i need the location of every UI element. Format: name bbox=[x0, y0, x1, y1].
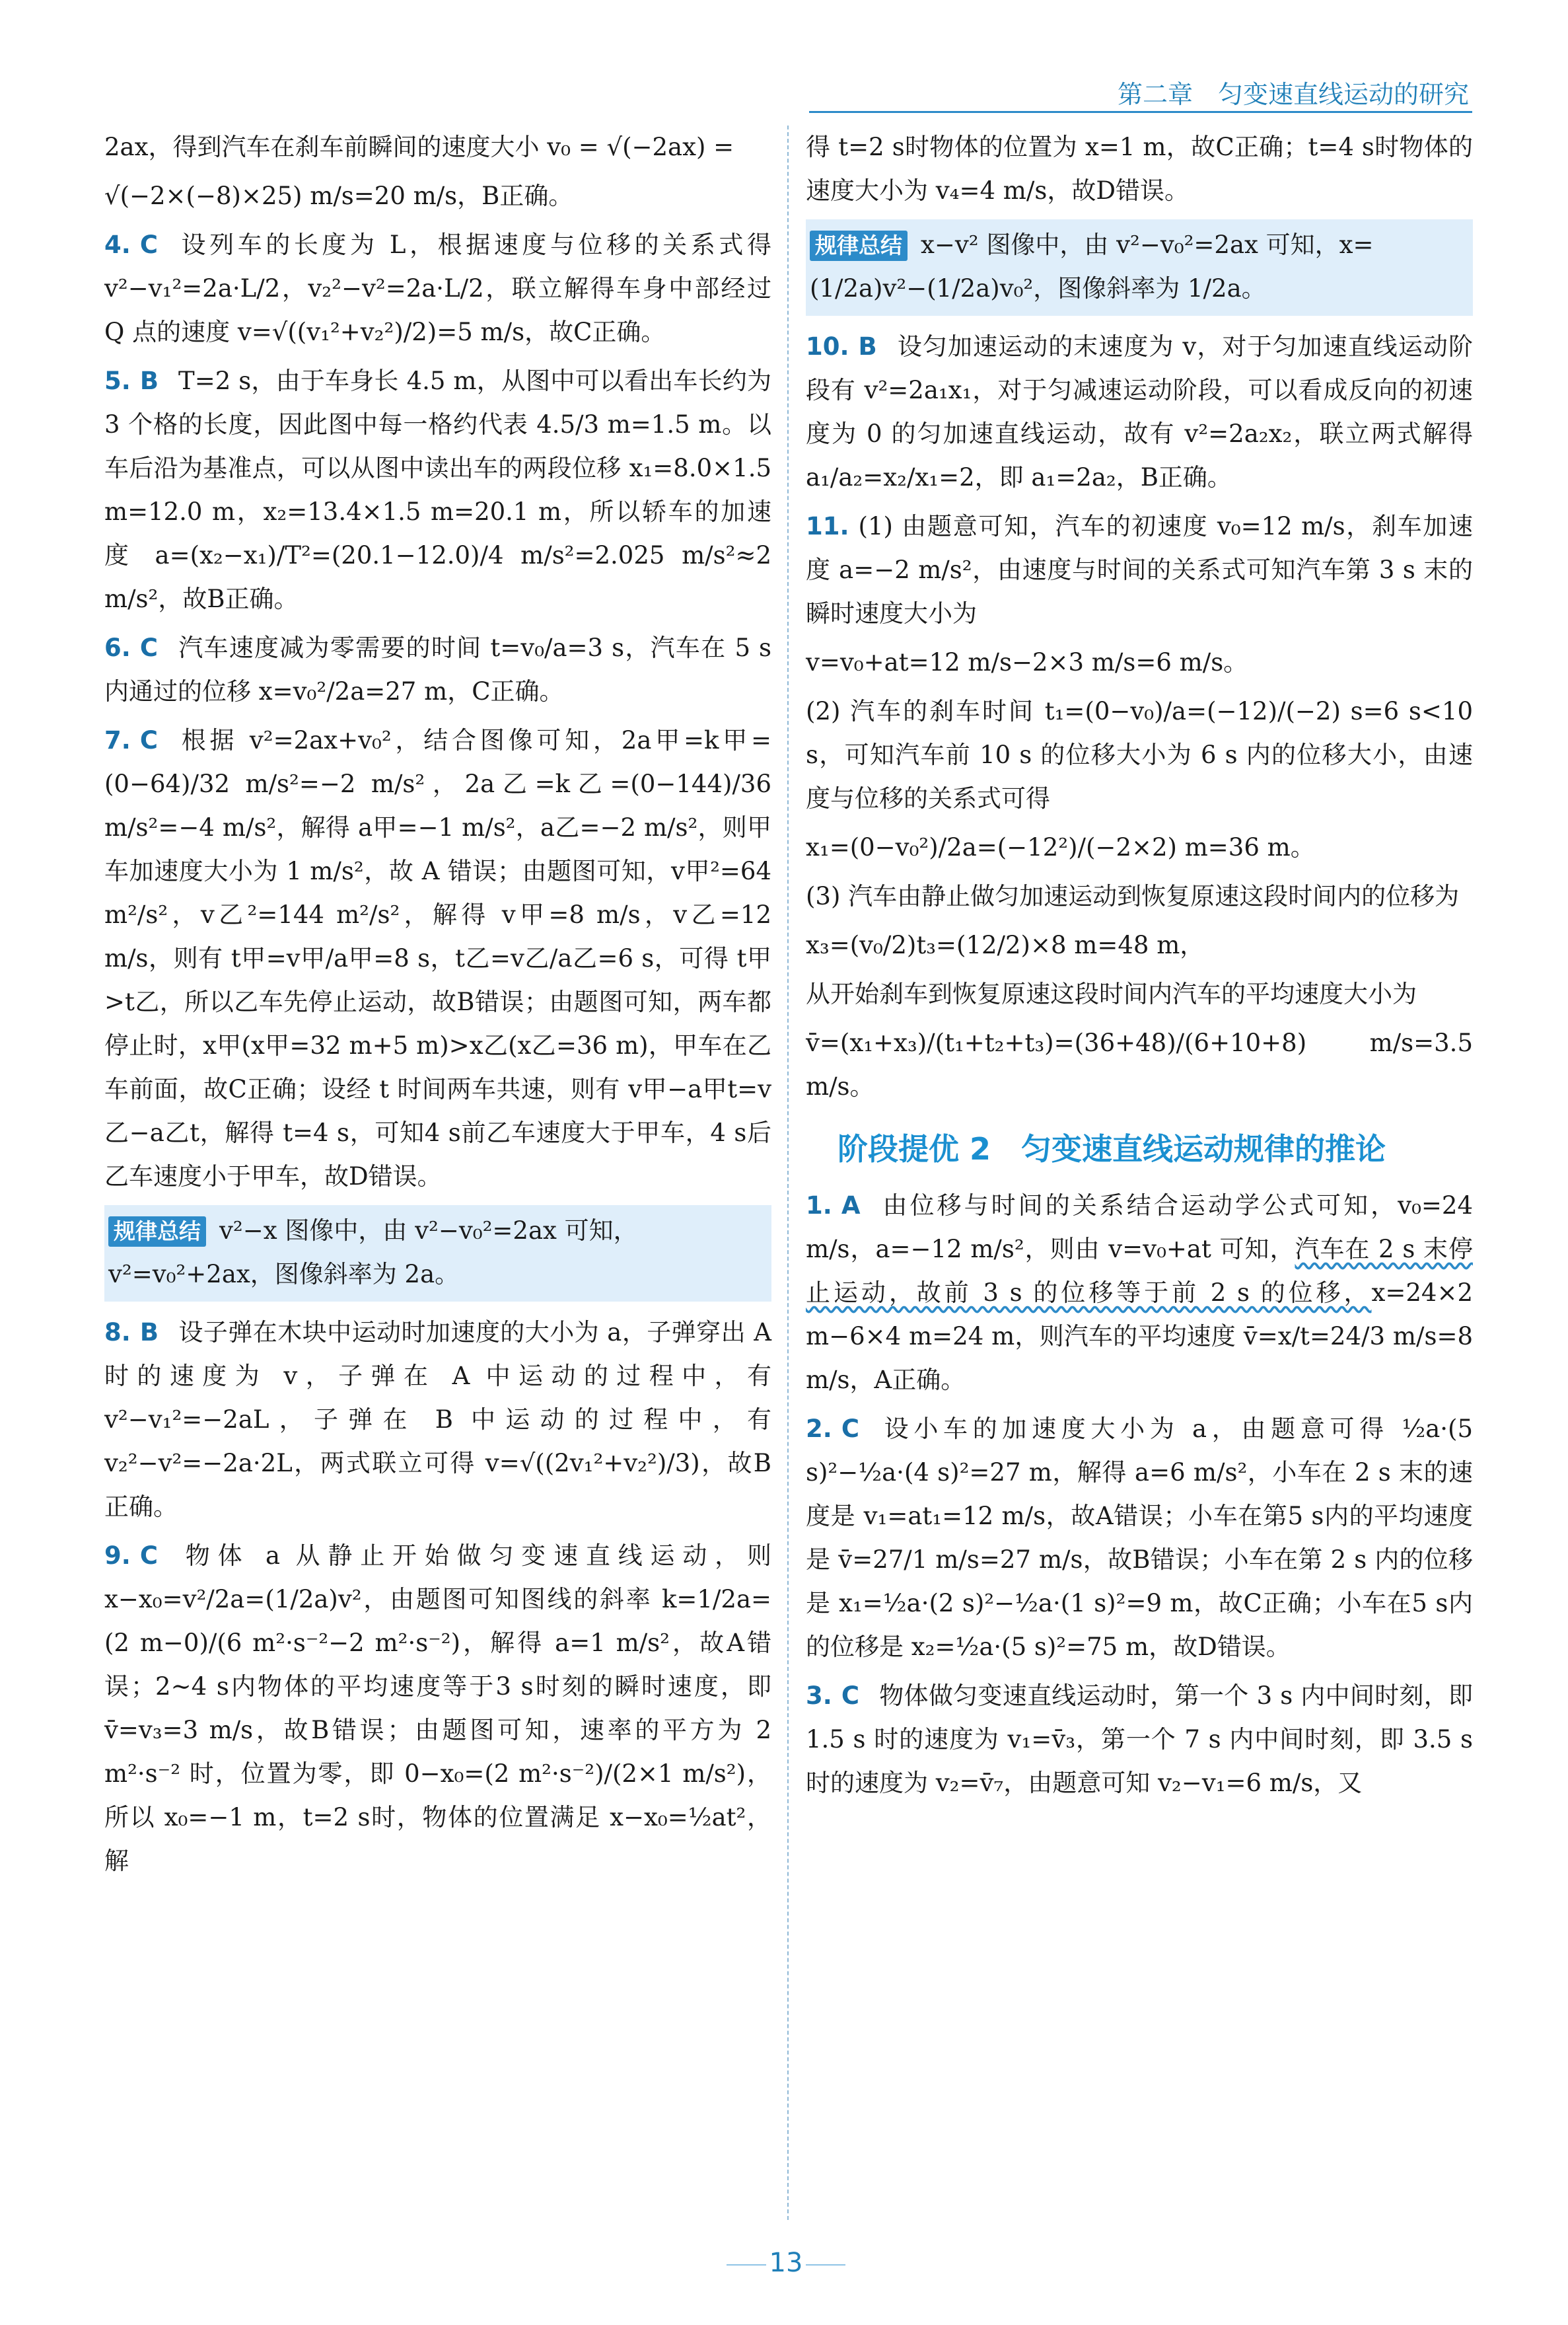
rule-summary-box bbox=[806, 219, 1473, 316]
answer-letter: C bbox=[139, 726, 158, 755]
answer-item bbox=[806, 505, 1473, 636]
answer-text: 物体 a 从静止开始做匀变速直线运动，则 x−x₀=v²/2a=(1/2a)v²，由题图可知图线的斜率 k=1/2a=(2 m−0)/(6 m²·s⁻²−2 m²·s⁻²)，解得 a=1 m/s²，故A错误；2~4 s内物体的平均速度等于3 s时刻的瞬时速度，即 v̄=v₃=3 m/s，故B错误；由题图可知，速率的平方为 2 m²·s⁻² 时，位置为零，即 0−x₀=(2 m²·s⁻²)/(2×1 m/s²)，所以 x₀=−1 m，t=2 s时，物体的位置满足 x−x₀=½at²，解 bbox=[104, 1541, 771, 1875]
answer-text: T=2 s，由于车身长 4.5 m，从图中可以看出车长约为 3 个格的长度，因此图中每一格约代表 4.5/3 m=1.5 m。以车后沿为基准点，可以从图中读出车的两段位移 x₁=8.0×1.5 m=12.0 m，x₂=13.4×1.5 m=20.1 m，所以轿车的加速度 a=(x₂−x₁)/T²=(20.1−12.0)/4 m/s²=2.025 m/s²≈2 m/s²，故B正确。 bbox=[104, 367, 771, 613]
question-number: 6. bbox=[104, 634, 131, 662]
paragraph: x₁=(0−v₀²)/2a=(−12²)/(−2×2) m=36 m。 bbox=[806, 833, 1315, 862]
paragraph: 从开始刹车到恢复原速这段时间内汽车的平均速度大小为 bbox=[806, 980, 1417, 1008]
answer-item bbox=[806, 1674, 1473, 1805]
right-column bbox=[806, 126, 1473, 1810]
answer-item bbox=[104, 1311, 771, 1529]
question-number: 10. bbox=[806, 332, 849, 361]
page-number: 13 bbox=[769, 2248, 803, 2278]
question-number: 5. bbox=[104, 367, 131, 395]
paragraph: v=v₀+at=12 m/s−2×3 m/s=6 m/s。 bbox=[806, 648, 1248, 677]
answer-text: 设匀加速运动的末速度为 v，对于匀加速直线运动阶段有 v²=2a₁x₁，对于匀减速运动阶段，可以看成反向的初速度为 0 的匀加速直线运动，故有 v²=2a₂x₂，联立两式解得 a₁/a₂=x₂/x₁=2，即 a₁=2a₂，B正确。 bbox=[806, 332, 1473, 492]
answer-item bbox=[104, 626, 771, 714]
answer-letter: C bbox=[139, 231, 158, 259]
paragraph: √(−2×(−8)×25) m/s=20 m/s，B正确。 bbox=[104, 182, 573, 210]
question-number: 9. bbox=[104, 1541, 131, 1570]
answer-letter: C bbox=[841, 1681, 859, 1710]
answer-text: 设小车的加速度大小为 a，由题意可得 ½a·(5 s)²−½a·(4 s)²=27 m，解得 a=6 m/s²，小车在 2 s 末的速度是 v₁=at₁=12 m/s，故A错误；小车在第5 s内的平均速度是 v̄=27/1 m/s=27 m/s，故B错误；小车在第 2 s 内的位移是 x₁=½a·(2 s)²−½a·(1 s)²=9 m，故C正确；小车在5 s内的位移是 x₂=½a·(5 s)²=75 m，故D错误。 bbox=[806, 1415, 1473, 1661]
rule-summary-tag: 规律总结 bbox=[810, 231, 908, 261]
answer-letter: B bbox=[139, 1318, 159, 1347]
answer-text: 物体做匀变速直线运动时，第一个 3 s 内中间时刻，即 1.5 s 时的速度为 v₁=v̄₃，第一个 7 s 内中间时刻，即 3.5 s时的速度为 v₂=v̄₇，由题意可知 v₂−v₁=6 m/s，又 bbox=[806, 1681, 1473, 1797]
answer-letter: C bbox=[139, 634, 158, 662]
paragraph: (2) 汽车的刹车时间 t₁=(0−v₀)/a=(−12)/(−2) s=6 s<10 s，可知汽车前 10 s 的位移大小为 6 s 内的位移大小，由速度与位移的关系式可得 bbox=[806, 697, 1473, 813]
answer-text: 汽车速度减为零需要的时间 t=v₀/a=3 s，汽车在 5 s 内通过的位移 x=v₀²/2a=27 m，C正确。 bbox=[104, 634, 771, 706]
header-rule bbox=[809, 111, 1472, 113]
rule-summary-box bbox=[104, 1205, 771, 1302]
answer-item bbox=[806, 1184, 1473, 1402]
rule-summary-text: v²−x 图像中，由 v²−v₀²=2ax 可知，v²=v₀²+2ax，图像斜率为 2a。 bbox=[108, 1216, 638, 1288]
column-divider bbox=[787, 126, 789, 2220]
rule-summary-tag: 规律总结 bbox=[108, 1216, 206, 1247]
answer-item bbox=[806, 325, 1473, 499]
answer-letter: C bbox=[139, 1541, 158, 1570]
answer-item bbox=[104, 719, 771, 1199]
answer-letter: B bbox=[139, 367, 159, 395]
paragraph: 得 t=2 s时物体的位置为 x=1 m，故C正确；t=4 s时物体的速度大小为 v₄=4 m/s，故D错误。 bbox=[806, 133, 1473, 205]
question-number: 1. bbox=[806, 1191, 832, 1220]
answer-text: 设子弹在木块中运动时加速度的大小为 a，子弹穿出 A 时的速度为 v，子弹在 A 中运动的过程中，有 v²−v₁²=−2aL，子弹在 B 中运动的过程中，有 v₂²−v²=−2a·2L，两式联立可得 v=√((2v₁²+v₂²)/3)，故B正确。 bbox=[104, 1318, 771, 1521]
answer-item bbox=[806, 1407, 1473, 1669]
paragraph: (3) 汽车由静止做匀加速运动到恢复原速这段时间内的位移为 bbox=[806, 882, 1460, 910]
answer-letter: A bbox=[841, 1191, 861, 1220]
chapter-header: 第二章 匀变速直线运动的研究 bbox=[1117, 80, 1469, 109]
answer-letter: B bbox=[858, 332, 877, 361]
paragraph: v̄=(x₁+x₃)/(t₁+t₂+t₃)=(36+48)/(6+10+8) m/s=3.5 m/s。 bbox=[806, 1029, 1473, 1101]
answer-item bbox=[104, 1534, 771, 1883]
rule-summary-text: x−v² 图像中，由 v²−v₀²=2ax 可知，x=(1/2a)v²−(1/2a)v₀²，图像斜率为 1/2a。 bbox=[810, 231, 1374, 303]
answer-item bbox=[104, 359, 771, 621]
question-number: 8. bbox=[104, 1318, 131, 1347]
answer-text: 根据 v²=2ax+v₀²，结合图像可知，2a甲=k甲=(0−64)/32 m/s²=−2 m/s²，2a乙=k乙=(0−144)/36 m/s²=−4 m/s²，解得 a甲=−1 m/s²，a乙=−2 m/s²，则甲车加速度大小为 1 m/s²，故 A 错误；由题图可知，v甲²=64 m²/s²，v乙²=144 m²/s²，解得 v甲=8 m/s，v乙=12 m/s，则有 t甲=v甲/a甲=8 s，t乙=v乙/a乙=6 s，可得 t甲>t乙，所以乙车先停止运动，故B错误；由题图可知，两车都停止时，x甲(x甲=32 m+5 m)>x乙(x乙=36 m)，甲车在乙车前面，故C正确；设经 t 时间两车共速，则有 v甲−a甲t=v乙−a乙t，解得 t=4 s，可知4 s前乙车速度大于甲车，4 s后乙车速度小于甲车，故D错误。 bbox=[104, 726, 771, 1191]
paragraph: x₃=(v₀/2)t₃=(12/2)×8 m=48 m， bbox=[806, 931, 1205, 959]
answer-letter: C bbox=[841, 1415, 859, 1443]
question-number: 4. bbox=[104, 231, 131, 259]
question-number: 3. bbox=[806, 1681, 832, 1710]
highlighted-text: 汽车在 2 s 末停止运动，故前 3 s 的位移等于前 2 s 的位移， bbox=[806, 1235, 1473, 1307]
answer-text: 由位移与时间的关系结合运动学公式可知，v₀=24 m/s，a=−12 m/s²，则由 v=v₀+at 可知， bbox=[806, 1191, 1473, 1263]
question-number: 11. bbox=[806, 512, 849, 540]
section-title: 阶段提优 2 匀变速直线运动规律的推论 bbox=[837, 1131, 1386, 1167]
answer-text: 设列车的长度为 L，根据速度与位移的关系式得 v²−v₁²=2a·L/2，v₂²−v²=2a·L/2，联立解得车身中部经过 Q 点的速度 v=√((v₁²+v₂²)/2)=5 m/s，故C正确。 bbox=[104, 231, 771, 346]
answer-text: (1) 由题意可知，汽车的初速度 v₀=12 m/s，刹车加速度 a=−2 m/s²，由速度与时间的关系式可知汽车第 3 s 末的瞬时速度大小为 bbox=[806, 512, 1473, 628]
left-column bbox=[104, 126, 771, 1888]
question-number: 2. bbox=[806, 1415, 832, 1443]
answer-text-tail: x=24×2 m−6×4 m=24 m，则汽车的平均速度 v̄=x/t=24/3 m/s=8 m/s，A正确。 bbox=[806, 1278, 1473, 1394]
answer-item bbox=[104, 223, 771, 354]
question-number: 7. bbox=[104, 726, 131, 755]
paragraph: 2ax，得到汽车在刹车前瞬间的速度大小 v₀ = √(−2ax) = bbox=[104, 133, 734, 161]
